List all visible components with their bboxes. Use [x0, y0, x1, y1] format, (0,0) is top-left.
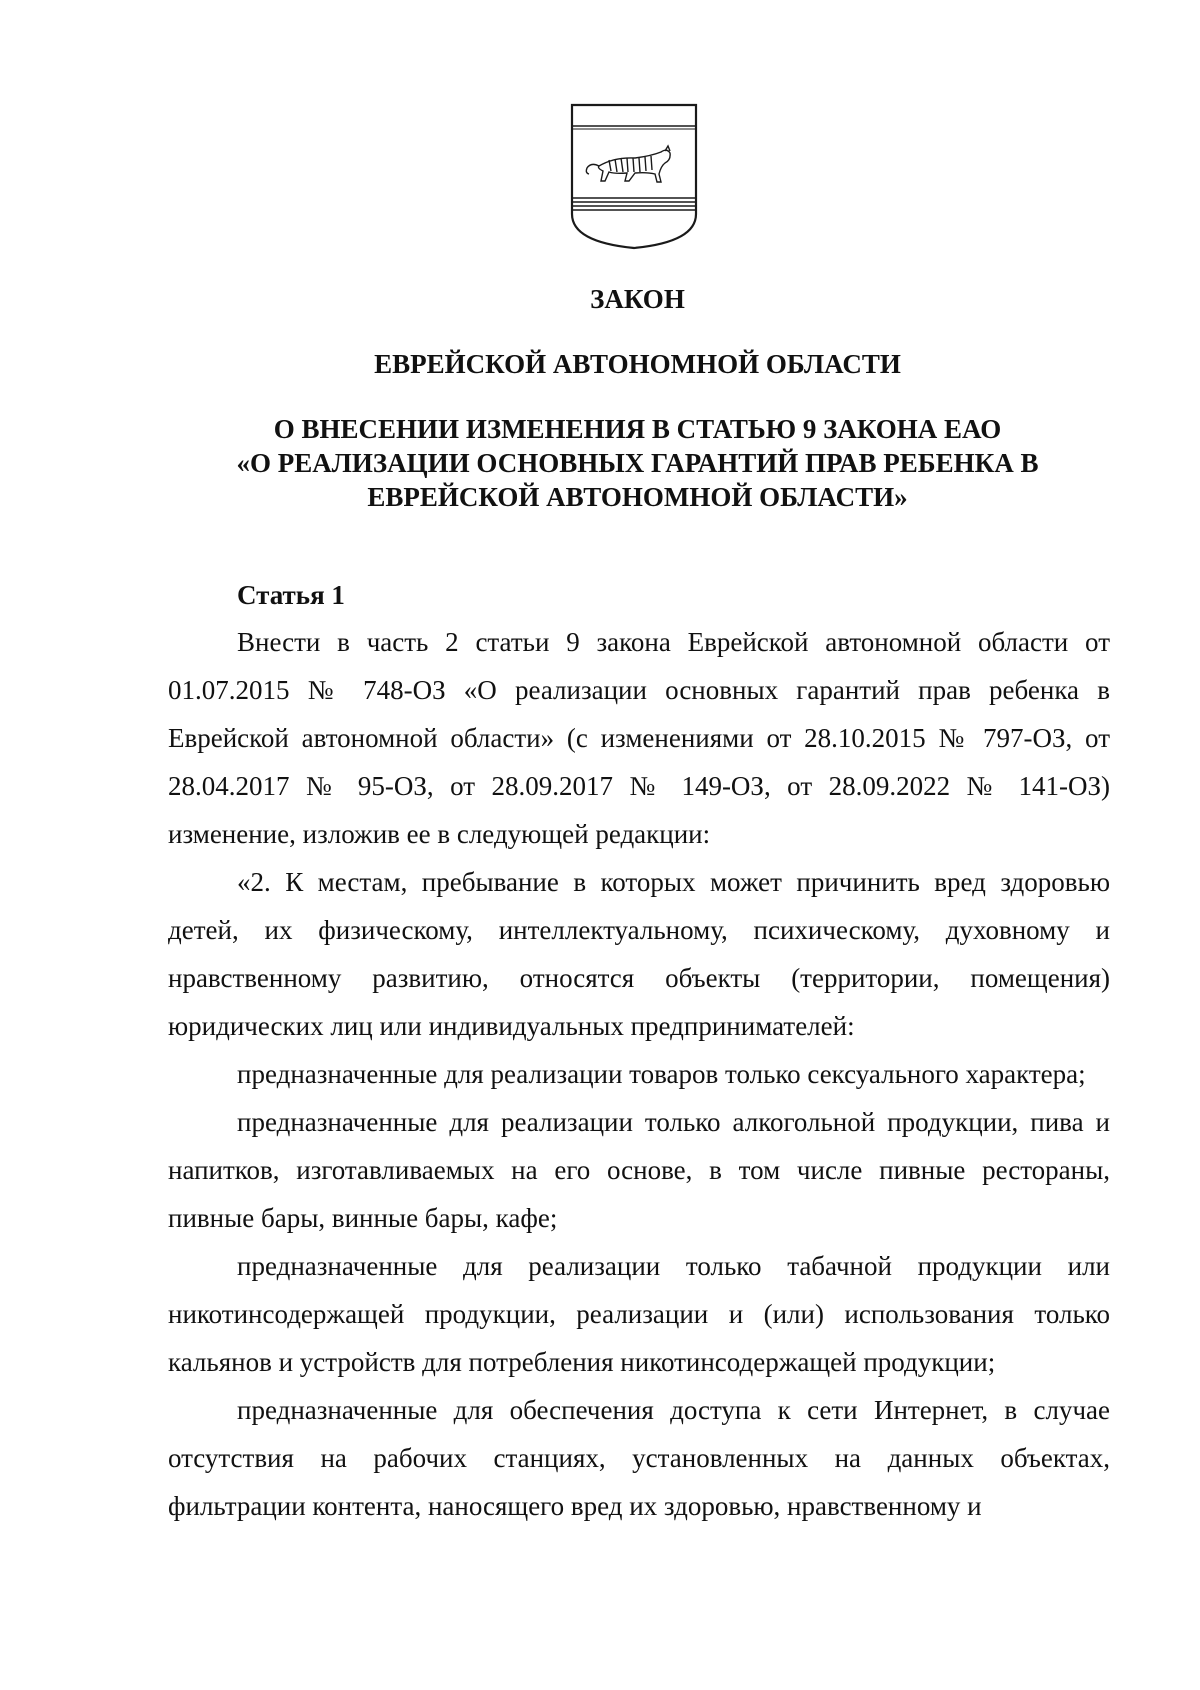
subject-line: ЕВРЕЙСКОЙ АВТОНОМНОЙ ОБЛАСТИ» — [367, 482, 908, 512]
subject-line: О ВНЕСЕНИИ ИЗМЕНЕНИЯ В СТАТЬЮ 9 ЗАКОНА ЕАО — [273, 414, 1002, 444]
article-heading: Статья 1 — [237, 580, 345, 610]
article-paragraph: Внести в часть 2 статьи 9 закона Еврейской автономной области от 01.07.2015 № 748-ОЗ «О реализации основных гарантий прав ребенка в Еврейской автономной области» (с изменениями от 28.10.2015 № 797-ОЗ, от 28.04.2017 № 95-ОЗ, от 28.09.2017 № 149-ОЗ, от 28.09.2022 № 141-ОЗ) изменение, изложив ее в следующей редакции: — [168, 627, 1110, 849]
article-paragraph: предназначенные для реализации только алкогольной продукции, пива и напитков, изготавливаемых на его основе, в том числе пивные рестораны, пивные бары, винные бары, кафе; — [168, 1107, 1110, 1233]
article-paragraph: предназначенные для реализации товаров только сексуального характера; — [237, 1059, 1086, 1089]
subject-line: «О РЕАЛИЗАЦИИ ОСНОВНЫХ ГАРАНТИЙ ПРАВ РЕБЕНКА В — [236, 448, 1039, 478]
law-label: ЗАКОН — [590, 284, 685, 314]
tiger-figure — [586, 146, 670, 182]
article-body — [168, 618, 1110, 1530]
article-paragraph: предназначенные для реализации только табачной продукции или никотинсодержащей продукции, реализации и (или) использования только кальянов и устройств для потребления никотинсодержащей продукции; — [168, 1251, 1110, 1377]
region-title: ЕВРЕЙСКОЙ АВТОНОМНОЙ ОБЛАСТИ — [374, 349, 901, 379]
article-paragraph: предназначенные для обеспечения доступа к сети Интернет, в случае отсутствия на рабочих станциях, установленных на данных объектах, фильтрации контента, наносящего вред их здоровью, нравственному и — [168, 1395, 1110, 1521]
law-subject-title — [160, 412, 1115, 514]
coat-of-arms-tiger-icon — [569, 102, 699, 252]
article-paragraph: «2. К местам, пребывание в которых может причинить вред здоровью детей, их физическому, интеллектуальному, психическому, духовному и нравственному развитию, относятся объекты (территории, помещения) юридических лиц или индивидуальных предпринимателей: — [168, 867, 1110, 1041]
